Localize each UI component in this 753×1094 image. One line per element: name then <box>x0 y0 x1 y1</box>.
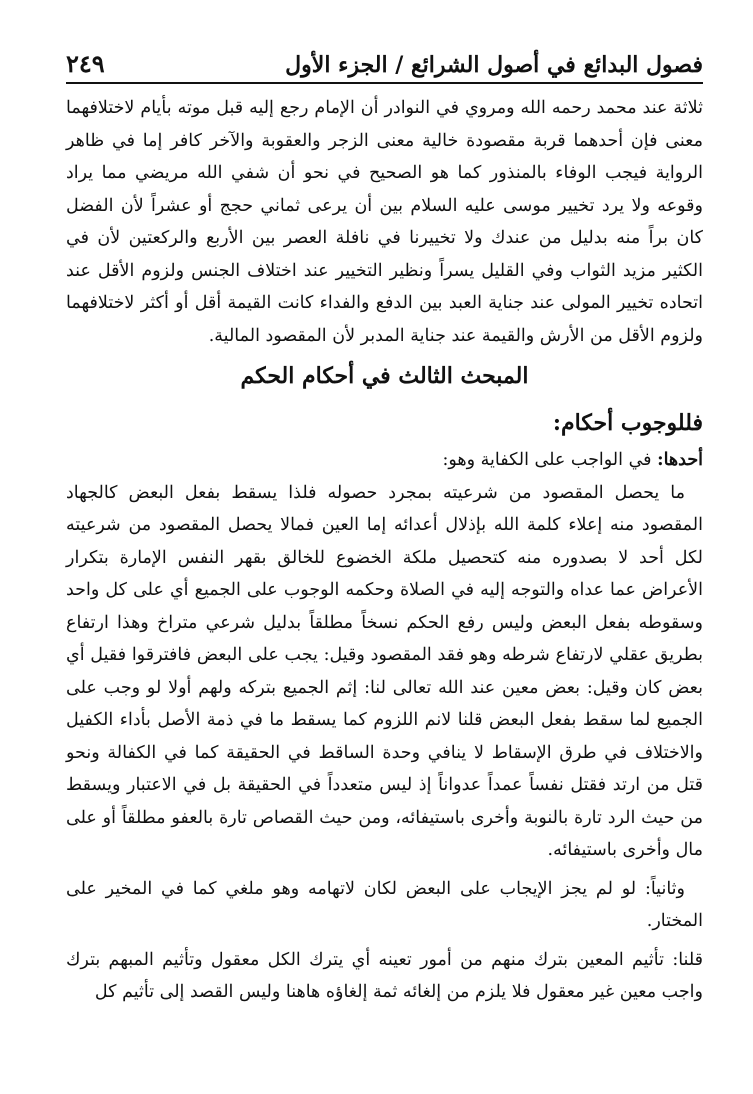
body-text <box>66 92 703 1009</box>
answer-label: قلنا: <box>672 949 703 970</box>
document-page <box>66 0 703 1094</box>
first-rule-intro-text: في الواجب على الكفاية وهو: <box>442 450 652 470</box>
page-number: ٢٤٩ <box>66 49 105 78</box>
paragraph-continuation: ثلاثة عند محمد رحمه الله ومروي في النوادر أن الإمام رجع إليه قبل موته بأيام لاختلافهما معنى فإن أحدهما قربة مقصودة خالية معنى الزجر والعقوبة والآخر كافر إما في ظاهر الرواية فيجب الوفاء بالمنذور كما هو الصحيح في نحو أن شفي الله مريضي مما يراد وقوعه ولا يرد تخيير موسى عليه السلام بين أن يرعى ثماني حجج أو عشراً لأن الفضل كان براً منه بدليل من عندك ولا تخييرنا في نافلة العصر بين الأربع والركعتين لأن في الكثير مزيد الثواب وفي القليل يسراً ونظير التخيير عند اختلاف الجنس ولزوم الأقل عند اتحاده تخيير المولى عند جناية العبد بين الدفع والفداء كانت القيمة أقل أو أكثر لاختلافهما ولزوم الأقل من الأرش والقيمة عند جناية المدبر لأن المقصود المالية. <box>66 98 703 346</box>
first-rule-intro <box>66 444 703 477</box>
second-text: لو لم يجز الإيجاب على البعض لكان لاتهامه وهو ملغي كما في المخير على المختار. <box>66 878 703 931</box>
paragraph-second <box>66 873 703 938</box>
section-heading: المبحث الثالث في أحكام الحكم <box>240 363 529 389</box>
answer-text: تأثيم المعين بترك منهم من أمور تعينه أي يترك الكل معقول وتأثيم المبهم بترك واجب معين غير معقول فلا يلزم من إلغائه ثمة إلغاؤه هاهنا وليس القصد إلى تأثيم كل <box>66 949 703 1002</box>
paragraph-answer <box>66 944 703 1009</box>
paragraph-wajib-kifaya: ما يحصل المقصود من شرعيته بمجرد حصوله فلذا يسقط بفعل البعض كالجهاد المقصود منه إعلاء كلمة الله بإذلال أعدائه إما العين فمالا يحصل المقصود من شرعيته لكل أحد لا بصدوره منه كتحصيل ملكة الخضوع للخالق بقهر النفس الإمارة بتكرار الأعراض عما عداه والتوجه إليه في الصلاة وحكمه الوجوب على الجميع أي على كل واحد وسقوطه بفعل البعض وليس رفع الحكم نسخاً مطلقاً بدليل شرعي متراخ وهذا ارتفاع بطريق عقلي لارتفاع شرطه وهو فقد المقصود وقيل: يجب على البعض فافترقوا فقيل أي بعض كان وقيل: بعض معين عند الله تعالى لنا: إثم الجميع بتركه ولهم أولا لو وجب على الجميع لما سقط بفعل البعض قلنا لانم اللزوم كما يسقط ما في ذمة الأصل بأداء الكفيل والاختلاف في طرق الإسقاط لا ينافي وحدة الساقط في الحقيقة كما في الكفالة ونحو قتل من ارتد فقتل نفساً عمداً عدواناً إذ ليس متعدداً في الحقيقة بل في الاعتبار ويسقط من حيث الرد تارة بالنوبة وأخرى باستيفائه، ومن حيث القصاص تارة بالعفو مطلقاً أو على مال وأخرى باستيفائه. <box>66 482 703 860</box>
page-header <box>66 38 703 84</box>
second-label: وثانياً: <box>644 878 685 899</box>
first-rule-label: أحدها: <box>657 450 703 470</box>
running-title: فصول البدائع في أصول الشرائع / الجزء الأول <box>285 52 703 78</box>
sub-heading: فللوجوب أحكام: <box>552 410 703 436</box>
